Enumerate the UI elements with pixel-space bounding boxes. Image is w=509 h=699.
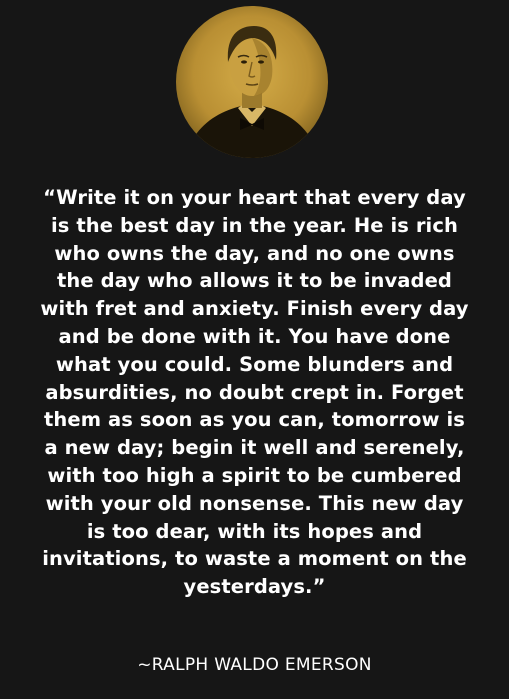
quote-line: who owns the day, and no one owns [54, 241, 455, 265]
author-attribution: ~RALPH WALDO EMERSON [137, 655, 372, 675]
quote-line: invitations, to waste a moment on the [42, 547, 467, 571]
quote-line: a new day; begin it well and serenely, [44, 436, 465, 460]
quote-line: the day who allows it to be invaded [56, 269, 452, 293]
quote-line: is the best day in the year. He is rich [51, 213, 458, 237]
quote-line: absurdities, no doubt crept in. Forget [45, 380, 464, 404]
quote-line: with too high a spirit to be cumbered [47, 463, 462, 487]
quote-line: with your old nonsense. This new day [45, 491, 464, 515]
quote-text [0, 184, 509, 601]
author-portrait [174, 4, 330, 160]
quote-line: what you could. Some blunders and [55, 352, 454, 376]
quote-line: and be done with it. You have done [58, 324, 451, 348]
quote-line: them as soon as you can, tomorrow is [43, 408, 466, 432]
quote-line: with fret and anxiety. Finish every day [40, 297, 469, 321]
quote-line: yesterdays.” [183, 575, 326, 599]
quote-line: is too dear, with its hopes and [86, 519, 423, 543]
quote-line: “Write it on your heart that every day [43, 186, 466, 209]
